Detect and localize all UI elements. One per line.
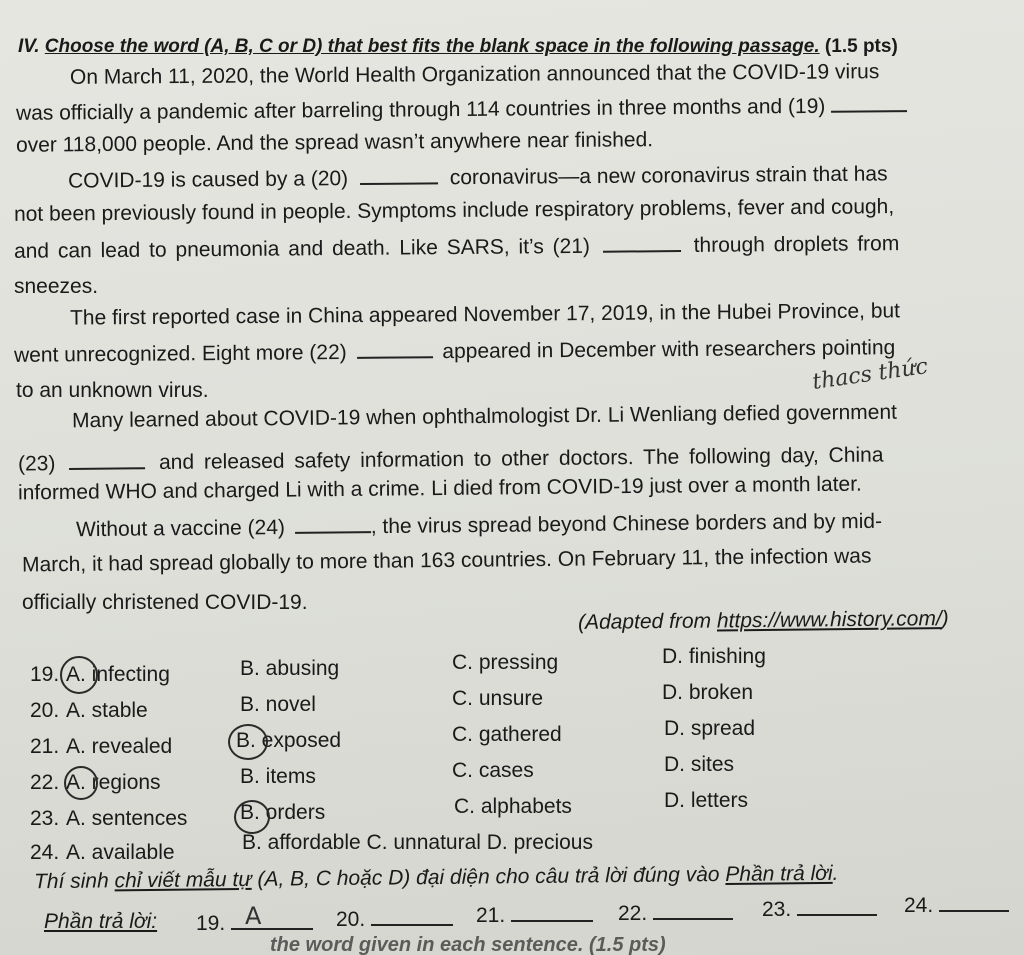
passage-line-7: sneezes.	[14, 275, 99, 298]
blank-24	[295, 513, 371, 534]
instruction-text: (A, B, C hoặc D) đại diện cho câu trả lời đúng vào	[251, 862, 726, 891]
answer-number-20: 20.	[336, 908, 366, 931]
question-22-number: 22.	[30, 771, 60, 794]
passage-line-5: not been previously found in people. Symptoms include respiratory problems, fever and cough,	[13, 195, 895, 226]
question-19-option-d: D. finishing	[662, 645, 766, 668]
answer-circle-21	[228, 724, 268, 760]
question-22-option-a: A. regions	[66, 771, 161, 794]
answer-slot-21	[476, 902, 593, 928]
question-23-option-c: C. alphabets	[454, 795, 572, 818]
passage-line-9	[14, 334, 895, 369]
question-20-option-b: B. novel	[240, 693, 316, 716]
section-number: IV.	[18, 36, 45, 57]
answer-instruction	[34, 862, 839, 894]
answer-slot-19	[196, 902, 313, 936]
passage-line-10: to an unknown virus.	[16, 379, 209, 402]
question-23-option-b: B. orders	[240, 801, 326, 824]
passage-text: was officially a pandemic after barreling through 114 countries in three months and (19)	[15, 94, 826, 125]
passage-line-16: officially christened COVID-19.	[22, 591, 308, 614]
question-23-number: 23.	[30, 807, 60, 830]
question-21-number: 21.	[30, 735, 60, 758]
handwritten-note: thacs thức	[810, 354, 930, 395]
passage-line-8: The first reported case in China appeared November 17, 2019, in the Hubei Province, but	[69, 299, 901, 330]
answer-number-24: 24.	[904, 894, 934, 917]
section-points: (1.5 pts)	[819, 36, 898, 57]
answer-number-23: 23.	[762, 898, 792, 921]
question-24-options-bcd: B. affordable C. unnatural D. precious	[242, 831, 593, 854]
question-21-option-d: D. spread	[664, 717, 756, 740]
question-19-option-a: A. infecting	[66, 663, 170, 686]
instruction-emphasis: Phần trả lời	[725, 861, 833, 886]
passage-text: went unrecognized. Eight more (22)	[13, 340, 347, 367]
source-citation	[578, 606, 949, 636]
source-link[interactable]: https://www.history.com/	[716, 607, 942, 633]
question-21-option-b: B. exposed	[236, 729, 342, 752]
answer-blank-24[interactable]	[939, 892, 1009, 912]
passage-line-4	[68, 160, 888, 194]
answer-number-21: 21.	[476, 904, 506, 927]
blank-20	[360, 164, 438, 185]
answer-number-19: 19.	[196, 912, 226, 935]
answer-label-text: Phần trả lời:	[44, 910, 158, 933]
question-22-option-d: D. sites	[664, 753, 735, 776]
question-19-number: 19.	[30, 663, 60, 686]
question-23-option-d: D. letters	[664, 789, 749, 812]
question-24-option-a: A. available	[66, 841, 175, 864]
passage-text: coronavirus—a new coronavirus strain that has	[449, 162, 888, 190]
source-prefix: (Adapted from	[577, 609, 718, 634]
question-19-option-c: C. pressing	[452, 651, 559, 674]
instruction-text: .	[832, 861, 839, 885]
section-heading	[18, 34, 898, 60]
section-instruction: Choose the word (A, B, C or D) that best fits the blank space in the following passage.	[44, 36, 820, 57]
question-22-option-c: C. cases	[452, 759, 534, 782]
source-suffix: )	[941, 607, 949, 631]
passage-text: and can lead to pneumonia and death. Like SARS, it’s (21)	[13, 234, 591, 263]
passage-line-3: over 118,000 people. And the spread wasn’t anywhere near finished.	[15, 128, 654, 157]
blank-19	[831, 92, 907, 113]
question-23-option-a: A. sentences	[66, 807, 188, 830]
passage-text: through droplets from	[693, 232, 900, 257]
question-24-number: 24.	[30, 841, 60, 864]
question-20-number: 20.	[30, 699, 60, 722]
passage-text: Without a vaccine (24)	[75, 516, 286, 542]
answer-blank-19[interactable]	[231, 902, 313, 930]
passage-text: , the virus spread beyond Chinese borders and by mid-	[370, 509, 883, 539]
answer-circle-19	[60, 656, 98, 694]
answer-blank-23[interactable]	[797, 896, 877, 916]
passage-line-11: Many learned about COVID-19 when ophthalmologist Dr. Li Wenliang defied government	[71, 400, 898, 433]
passage-line-1: On March 11, 2020, the World Health Organization announced that the COVID-19 virus	[69, 60, 880, 89]
answer-blank-21[interactable]	[511, 902, 593, 922]
passage-text: (23)	[17, 452, 56, 476]
answer-slot-22	[618, 900, 733, 926]
instruction-text: Thí sinh	[33, 869, 115, 894]
answer-slot-23	[762, 896, 877, 922]
passage-line-2	[16, 92, 907, 127]
question-19-option-b: B. abusing	[240, 657, 340, 680]
passage-line-13: informed WHO and charged Li with a crime. Li died from COVID-19 just over a month later.	[17, 472, 862, 505]
answer-circle-22	[64, 766, 98, 800]
answer-label	[44, 910, 157, 934]
answer-number-22: 22.	[618, 902, 648, 925]
answer-slot-24	[904, 892, 1009, 918]
answer-circle-23	[234, 800, 270, 834]
question-21-option-c: C. gathered	[452, 723, 562, 746]
answer-blank-20[interactable]	[371, 906, 453, 926]
passage-text: COVID-19 is caused by a (20)	[67, 167, 349, 193]
passage-line-14	[76, 508, 882, 543]
question-21-option-a: A. revealed	[66, 735, 173, 758]
answer-blank-22[interactable]	[653, 900, 733, 920]
cutoff-next-section: the word given in each sentence. (1.5 pts)	[270, 934, 666, 955]
question-20-option-d: D. broken	[662, 681, 754, 704]
passage-text: appeared in December with researchers pointing	[442, 336, 896, 364]
passage-text: and released safety information to other doctors. The following day, China	[158, 443, 884, 475]
handwritten-answer-19: A	[245, 902, 262, 930]
question-20-option-a: A. stable	[66, 699, 148, 722]
passage-line-15: March, it had spread globally to more than 163 countries. On February 11, the infection was	[21, 544, 872, 577]
question-20-option-c: C. unsure	[452, 687, 544, 710]
blank-22	[356, 338, 432, 359]
passage-line-6	[14, 230, 899, 265]
question-22-option-b: B. items	[240, 765, 316, 788]
instruction-emphasis: chỉ viết mẫu tự	[114, 867, 252, 893]
blank-21	[603, 232, 681, 253]
blank-23	[69, 449, 145, 470]
answer-slot-20	[336, 906, 453, 932]
